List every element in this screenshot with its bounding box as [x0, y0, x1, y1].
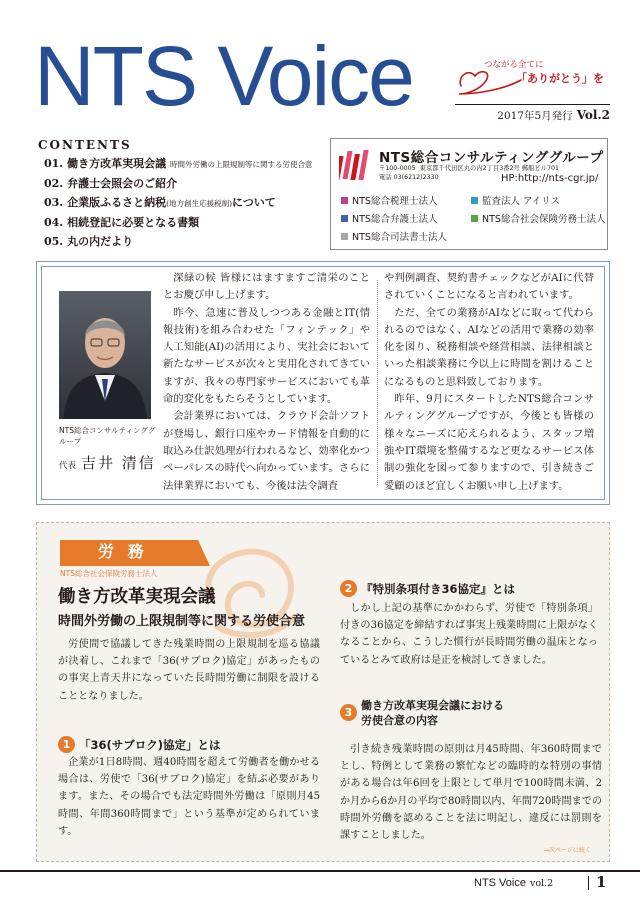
- contents-item-title: 相続登記に必要となる書類: [67, 216, 200, 229]
- contents-item-suffix: について: [232, 196, 276, 209]
- section-title: 『特別条項付き36協定』とは: [361, 581, 516, 596]
- member-audit: [471, 193, 560, 207]
- author-affiliation: NTS総合コンサルティンググループ: [59, 426, 156, 446]
- contents-item-num: 01.: [44, 157, 64, 170]
- greeting-paragraph: 会計業界においては、クラウド会計ソフトが登場し、銀行口座やカード情報を自動的に取込み仕訳処理が行われるなど、効率化かつペーパレスの時代へ向かっています。さらに法律業界においても、今後は法令調査: [163, 410, 370, 492]
- issue-date: 2017年5月発行: [497, 110, 573, 122]
- member-label: NTS総合税理士法人: [352, 196, 438, 207]
- author-signature: [59, 452, 156, 473]
- contents-item-title: 弁護士会照会のご紹介: [67, 177, 178, 190]
- section-number-badge: 3: [340, 704, 357, 721]
- contents-item-num: 04.: [44, 216, 64, 229]
- group-street: 東京都千代田区丸の内2丁目3番2号 郵船ビル701: [419, 165, 560, 172]
- member-tax: [341, 193, 437, 207]
- member-label: NTS総合司法書士法人: [352, 232, 447, 243]
- tagline-big: 「ありがとう」を: [516, 72, 604, 85]
- issue-vol: Vol.2: [576, 108, 610, 122]
- contents-item-note: 時間外労働の上限規制等に関する労使合意: [169, 160, 313, 169]
- section-title: 「36(サブロク)協定」とは: [79, 737, 221, 752]
- category-firm: NTS総合社会保険労務士法人: [60, 569, 158, 578]
- footer-vol: vol.2: [529, 878, 554, 889]
- section-3-heading: [340, 698, 504, 728]
- footer-rule: [0, 870, 640, 872]
- section-number-badge: 1: [58, 736, 75, 753]
- section-title: [361, 698, 504, 728]
- section-paragraph: 引き続き残業時間の原則は月45時間、年360時間までとし、特例として業務の繁忙などの臨時的な特別の事情がある場合は年6回を上限として単月で100時間未満、2か月から6か月の平均で80時間以内、年間720時間までの時間外労働を認めることを法に明記し、違反には罰則を課すことしました。: [340, 744, 602, 842]
- feature-subtitle: 時間外労働の上限規制等に関する労使合意: [58, 614, 306, 629]
- section-paragraph: しかし上記の基準にかかわらず、労使で「特別条項」付きの36協定を締結すれば事実上残業時間に上限がなくなることから、こうした慣行が長時間労働の温床となっているとみて政府は是正を検討してきました。: [340, 603, 598, 666]
- member-swatch: [341, 215, 348, 222]
- intro-paragraph: 労使間で協議してきた残業時間の上限規制を巡る協議が決着し、これまで「36(サブロク)協定」があったものの事実上青天井になっていた長時間労働に制限を設けることとなりました。: [58, 639, 320, 702]
- footer-separator: [588, 876, 589, 890]
- section-1-heading: [58, 736, 221, 753]
- greeting-paragraph: 昨年、9月にスタートしたNTS総合コンサルティンググループですが、今後とも皆様の様々なニーズに応えられるよう、スタッフ増強やIT環境を整備するなど更なるサービス体制の強化を図って参りますので、引き続きご愛顧のほど宜しくお願い申し上げます。: [384, 393, 594, 492]
- contents-item-2[interactable]: [44, 174, 329, 193]
- group-phone: 電話 03(6212)2330: [379, 173, 439, 181]
- contents-list: [44, 154, 329, 251]
- section-title-line-2: 労使合意の内容: [361, 714, 438, 727]
- category-label: 労 務: [98, 542, 148, 561]
- footer-publication: [474, 877, 553, 889]
- greeting-column-1: [163, 270, 370, 495]
- section-number-badge: 2: [340, 580, 357, 597]
- contents-item-num: 02.: [44, 177, 64, 190]
- member-label: NTS総合弁護士法人: [352, 214, 438, 225]
- continued-note[interactable]: →次ページに続く: [544, 847, 591, 854]
- member-swatch: [471, 215, 478, 222]
- page-number: 1: [596, 873, 607, 891]
- feature-title: 働き方改革実現会議: [58, 587, 216, 607]
- column-divider: [377, 280, 378, 485]
- contents-item-4[interactable]: [44, 213, 329, 232]
- section-paragraph: 企業が1日8時間、週40時間を超えて労働者を働かせる場合は、労使で「36(サブロク)協定」を結ぶ必要があります。また、その場合でも法定時間外労働は「原則月45時間、年間360時間まで」という基準が定められています。: [58, 757, 320, 837]
- member-labor: [471, 211, 605, 225]
- contents-item-3[interactable]: [44, 193, 329, 213]
- member-judicial: [341, 229, 447, 243]
- contents-item-num: 03.: [44, 196, 64, 209]
- footer-title: NTS Voice: [474, 877, 526, 889]
- contents-item-title: 企業版ふるさと納税: [67, 196, 167, 209]
- author-title: 代表: [59, 461, 77, 471]
- nts-logo-icon: [339, 148, 371, 182]
- contents-item-title: 働き方改革実現会議: [67, 157, 167, 170]
- member-label: 監査法人 アイリス: [482, 196, 560, 207]
- author-photo: [59, 291, 151, 419]
- greeting-paragraph: ただ、全ての業務がAIなどに取って代わられるのではなく、AIなどの活用で業務の効率化を図り、税務相談や経営相談、法律相談といった相談業務に今以上に時間を割けることになるものと思料致しております。: [384, 306, 594, 388]
- contents-item-note: (地方創生応援税制): [166, 199, 232, 208]
- masthead-title: NTS Voice: [34, 29, 413, 123]
- member-label: NTS総合社会保険労務士法人: [482, 214, 606, 225]
- group-info-box: [330, 138, 608, 250]
- feature-intro: [58, 636, 320, 705]
- greeting-paragraph: 深緑の候 皆様にはますますご清栄のこととお慶び申し上げます。: [163, 272, 370, 302]
- contents-heading: CONTENTS: [38, 138, 132, 152]
- member-swatch: [341, 197, 348, 204]
- group-url-link[interactable]: HP:http://nts-cgr.jp/: [501, 173, 599, 184]
- author-name: 吉井 清信: [81, 454, 156, 472]
- issue-line: [455, 108, 610, 123]
- group-postal: 〒100-0005: [379, 165, 416, 172]
- greeting-paragraph: や判例調査、契約書チェックなどがAIに代替されていくことになると言われています。: [384, 272, 594, 302]
- contents-item-1[interactable]: [44, 154, 329, 174]
- member-swatch: [471, 197, 478, 204]
- section-2-body: [340, 600, 598, 669]
- section-3-body: [340, 741, 602, 844]
- contents-item-title: 丸の内だより: [67, 235, 134, 248]
- group-name: NTS総合コンサルティンググループ: [379, 150, 604, 166]
- section-2-heading: [340, 580, 515, 597]
- member-law: [341, 211, 437, 225]
- member-swatch: [341, 233, 348, 240]
- tagline-small: つながる全てに: [484, 60, 544, 70]
- section-1-body: [58, 754, 320, 840]
- issue-rule: [455, 104, 610, 105]
- section-title-line-1: 働き方改革実現会議における: [361, 699, 504, 712]
- greeting-paragraph: 昨今、急速に普及しつつある金融とIT(情報技術)を組み合わせた「フィンテック」や人工知能(AI)の活用により、実社会において新たなサービスが次々と実用化されてきていますが、我々の専門家サービスにおいても革命的変化をもたらそうとしています。: [163, 306, 370, 406]
- contents-item-5[interactable]: [44, 232, 329, 251]
- greeting-column-2: [384, 270, 594, 495]
- contents-item-num: 05.: [44, 235, 64, 248]
